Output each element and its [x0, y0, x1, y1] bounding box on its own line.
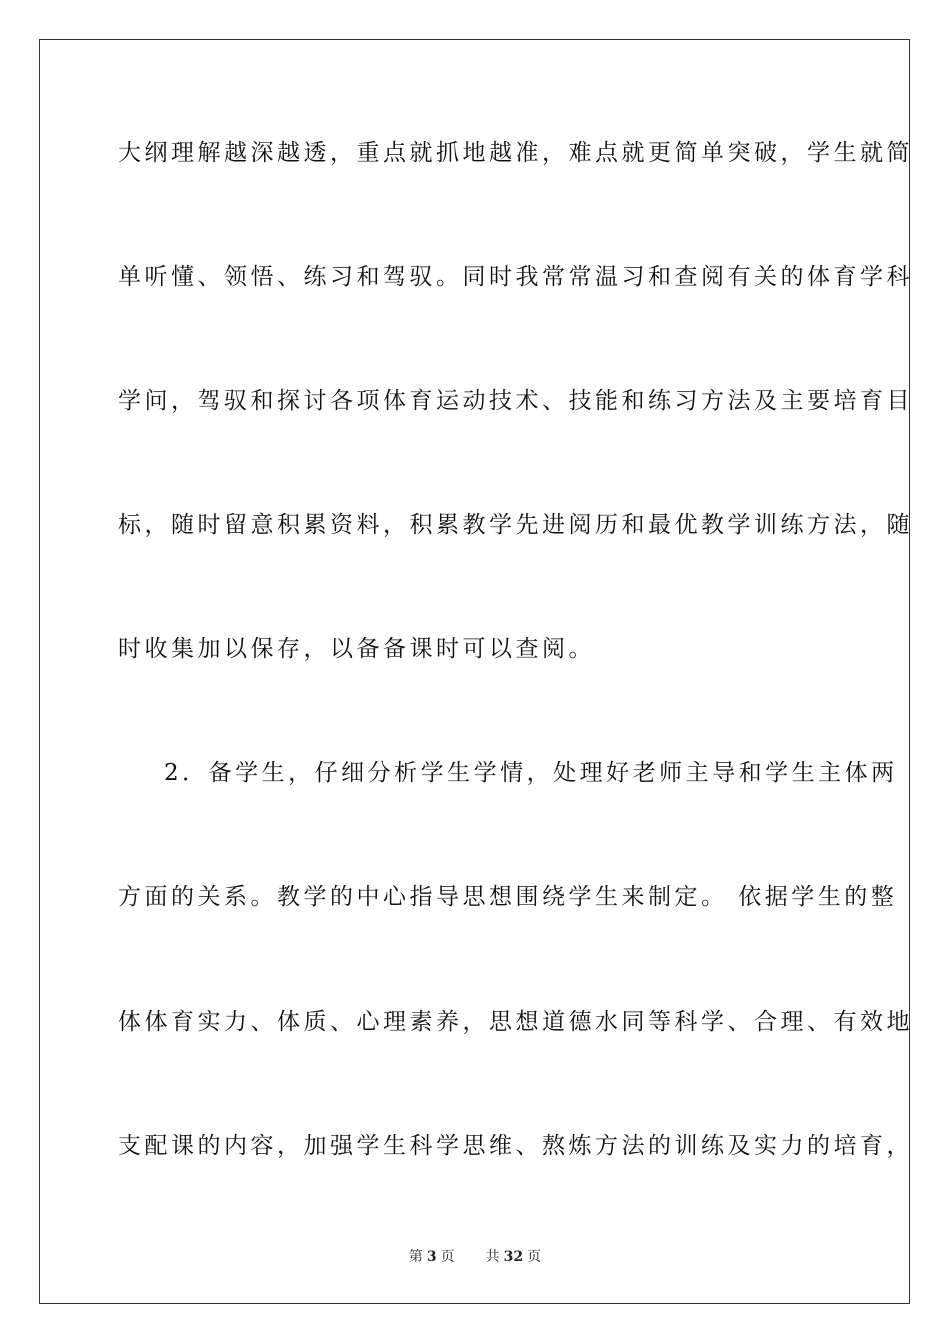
body-text-line: 学问，驾驭和探讨各项体育运动技术、技能和练习方法及主要培育目: [118, 388, 913, 414]
body-text-line: 体体育实力、体质、心理素养，思想道德水同等科学、合理、有效地: [118, 1009, 913, 1035]
body-text-line: 单听懂、领悟、练习和驾驭。同时我常常温习和查阅有关的体育学科: [118, 264, 913, 290]
total-pages: 32: [503, 1249, 524, 1265]
page-border: [39, 39, 913, 1304]
body-text-line: 标，随时留意积累资料，积累教学先进阅历和最优教学训练方法，随: [118, 512, 913, 538]
page-number: 3: [426, 1249, 437, 1265]
total-suffix: 页: [527, 1249, 542, 1265]
total-prefix: 共: [485, 1249, 500, 1265]
body-text-line: 方面的关系。教学的中心指导思想围绕学生来制定。 依据学生的整: [118, 884, 898, 910]
body-text-line: 时收集加以保存，以备备课时可以查阅。: [118, 636, 595, 662]
page-footer: [0, 1248, 950, 1266]
body-text-line: 大纲理解越深越透，重点就抓地越准，难点就更简单突破，学生就简: [118, 140, 913, 166]
page-suffix: 页: [440, 1249, 455, 1265]
body-text-line: 2．备学生，仔细分析学生学情，处理好老师主导和学生主体两: [164, 760, 898, 786]
page-prefix: 第: [408, 1249, 423, 1265]
body-text-line: 支配课的内容，加强学生科学思维、熬炼方法的训练及实力的培育，: [118, 1133, 913, 1159]
